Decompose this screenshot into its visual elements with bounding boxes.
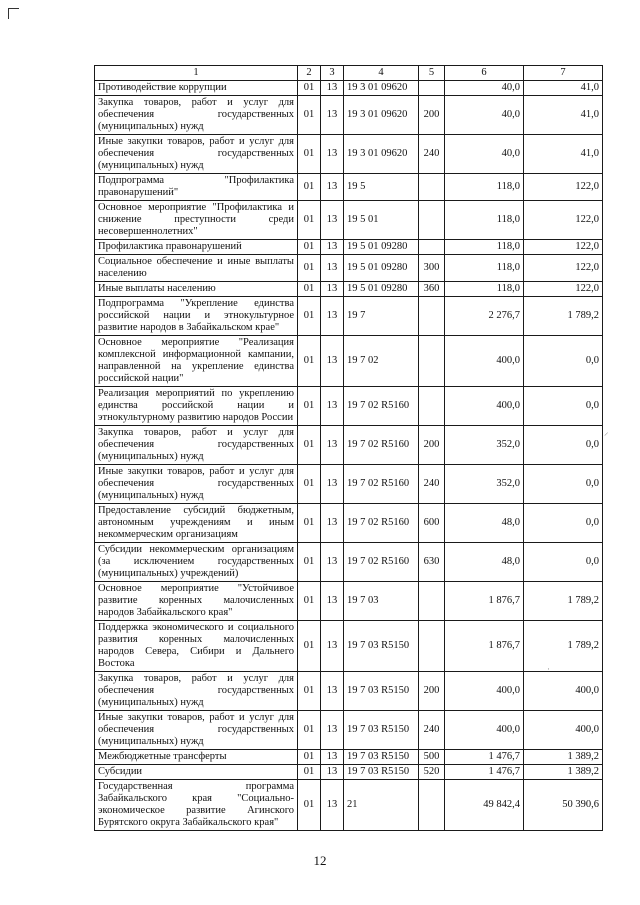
table-row bbox=[95, 672, 603, 711]
row-target-article-cell: 19 7 03 R5150 bbox=[344, 765, 419, 780]
page-number: 12 bbox=[313, 853, 327, 868]
row-name-cell: Предоставление субсидий бюджетным, автономным учреждениям и иным некоммерческим организациям bbox=[95, 504, 298, 543]
table-row bbox=[95, 282, 603, 297]
row-amount-1-cell: 40,0 bbox=[445, 96, 524, 135]
row-name-cell: Противодействие коррупции bbox=[95, 81, 298, 96]
row-subsection-cell: 13 bbox=[321, 81, 344, 96]
row-target-article-cell: 19 5 01 09280 bbox=[344, 240, 419, 255]
row-amount-1-cell: 1 476,7 bbox=[445, 750, 524, 765]
table-row bbox=[95, 543, 603, 582]
row-name-cell: Закупка товаров, работ и услуг для обеспечения государственных (муниципальных) нужд bbox=[95, 96, 298, 135]
row-amount-2-cell: 1 789,2 bbox=[524, 582, 603, 621]
row-name-cell: Субсидии некоммерческим организациям (за исключением государственных (муниципальных) учреждений) bbox=[95, 543, 298, 582]
row-subsection-cell: 13 bbox=[321, 282, 344, 297]
row-expense-type-cell: 500 bbox=[419, 750, 445, 765]
header-cell: 5 bbox=[419, 66, 445, 81]
row-amount-1-cell: 40,0 bbox=[445, 135, 524, 174]
row-amount-1-cell: 118,0 bbox=[445, 255, 524, 282]
row-amount-1-cell: 48,0 bbox=[445, 504, 524, 543]
table-row bbox=[95, 96, 603, 135]
budget-table bbox=[94, 65, 603, 831]
row-amount-1-cell: 40,0 bbox=[445, 81, 524, 96]
row-section-cell: 01 bbox=[298, 765, 321, 780]
row-amount-1-cell: 118,0 bbox=[445, 282, 524, 297]
row-target-article-cell: 19 7 02 R5160 bbox=[344, 387, 419, 426]
row-section-cell: 01 bbox=[298, 672, 321, 711]
row-expense-type-cell: 240 bbox=[419, 465, 445, 504]
row-subsection-cell: 13 bbox=[321, 297, 344, 336]
row-section-cell: 01 bbox=[298, 240, 321, 255]
row-name-cell: Подпрограмма "Профилактика правонарушений" bbox=[95, 174, 298, 201]
row-expense-type-cell: 360 bbox=[419, 282, 445, 297]
row-expense-type-cell bbox=[419, 81, 445, 96]
row-amount-1-cell: 49 842,4 bbox=[445, 780, 524, 831]
row-section-cell: 01 bbox=[298, 711, 321, 750]
row-target-article-cell: 19 7 02 R5160 bbox=[344, 543, 419, 582]
row-subsection-cell: 13 bbox=[321, 96, 344, 135]
row-amount-2-cell: 0,0 bbox=[524, 387, 603, 426]
row-expense-type-cell bbox=[419, 387, 445, 426]
row-amount-1-cell: 352,0 bbox=[445, 465, 524, 504]
row-amount-1-cell: 1 876,7 bbox=[445, 582, 524, 621]
table-row bbox=[95, 336, 603, 387]
table-row bbox=[95, 750, 603, 765]
row-subsection-cell: 13 bbox=[321, 336, 344, 387]
table-row bbox=[95, 255, 603, 282]
row-expense-type-cell: 240 bbox=[419, 711, 445, 750]
row-amount-1-cell: 118,0 bbox=[445, 174, 524, 201]
table-row bbox=[95, 465, 603, 504]
row-name-cell: Поддержка экономического и социального развития коренных малочисленных народов Севера, Сибири и Дальнего Востока bbox=[95, 621, 298, 672]
row-name-cell: Профилактика правонарушений bbox=[95, 240, 298, 255]
table-row bbox=[95, 387, 603, 426]
row-section-cell: 01 bbox=[298, 255, 321, 282]
row-amount-1-cell: 400,0 bbox=[445, 672, 524, 711]
row-target-article-cell: 19 7 02 R5160 bbox=[344, 426, 419, 465]
table-header-row bbox=[95, 66, 603, 81]
row-subsection-cell: 13 bbox=[321, 765, 344, 780]
header-cell: 2 bbox=[298, 66, 321, 81]
row-amount-1-cell: 48,0 bbox=[445, 543, 524, 582]
row-subsection-cell: 13 bbox=[321, 780, 344, 831]
scan-corner-mark bbox=[8, 8, 19, 19]
row-amount-2-cell: 0,0 bbox=[524, 504, 603, 543]
row-amount-2-cell: 122,0 bbox=[524, 255, 603, 282]
table-row bbox=[95, 621, 603, 672]
table-row bbox=[95, 240, 603, 255]
row-section-cell: 01 bbox=[298, 297, 321, 336]
header-cell: 1 bbox=[95, 66, 298, 81]
row-expense-type-cell: 600 bbox=[419, 504, 445, 543]
row-target-article-cell: 19 5 01 09280 bbox=[344, 255, 419, 282]
table-row bbox=[95, 504, 603, 543]
row-expense-type-cell: 300 bbox=[419, 255, 445, 282]
row-expense-type-cell: 520 bbox=[419, 765, 445, 780]
row-target-article-cell: 19 7 02 bbox=[344, 336, 419, 387]
table-row bbox=[95, 780, 603, 831]
row-section-cell: 01 bbox=[298, 750, 321, 765]
header-cell: 4 bbox=[344, 66, 419, 81]
table-row bbox=[95, 81, 603, 96]
row-subsection-cell: 13 bbox=[321, 672, 344, 711]
row-subsection-cell: 13 bbox=[321, 255, 344, 282]
row-name-cell: Иные закупки товаров, работ и услуг для обеспечения государственных (муниципальных) нужд bbox=[95, 711, 298, 750]
row-amount-2-cell: 50 390,6 bbox=[524, 780, 603, 831]
row-subsection-cell: 13 bbox=[321, 711, 344, 750]
row-section-cell: 01 bbox=[298, 426, 321, 465]
row-subsection-cell: 13 bbox=[321, 426, 344, 465]
row-name-cell: Социальное обеспечение и иные выплаты населению bbox=[95, 255, 298, 282]
row-amount-2-cell: 1 789,2 bbox=[524, 297, 603, 336]
row-target-article-cell: 19 7 bbox=[344, 297, 419, 336]
row-section-cell: 01 bbox=[298, 282, 321, 297]
row-subsection-cell: 13 bbox=[321, 174, 344, 201]
table-row bbox=[95, 765, 603, 780]
row-expense-type-cell: 200 bbox=[419, 426, 445, 465]
row-section-cell: 01 bbox=[298, 174, 321, 201]
row-amount-2-cell: 41,0 bbox=[524, 96, 603, 135]
row-subsection-cell: 13 bbox=[321, 135, 344, 174]
row-name-cell: Основное мероприятие "Реализация комплексной информационной кампании, направленной на укрепление единства российской нации" bbox=[95, 336, 298, 387]
row-target-article-cell: 19 5 01 bbox=[344, 201, 419, 240]
row-amount-2-cell: 122,0 bbox=[524, 174, 603, 201]
row-expense-type-cell: 630 bbox=[419, 543, 445, 582]
row-target-article-cell: 19 5 bbox=[344, 174, 419, 201]
header-cell: 3 bbox=[321, 66, 344, 81]
row-amount-1-cell: 118,0 bbox=[445, 240, 524, 255]
row-amount-2-cell: 41,0 bbox=[524, 135, 603, 174]
row-amount-2-cell: 400,0 bbox=[524, 672, 603, 711]
row-target-article-cell: 19 7 03 bbox=[344, 582, 419, 621]
row-name-cell: Основное мероприятие "Устойчивое развитие коренных малочисленных народов Забайкальского края" bbox=[95, 582, 298, 621]
row-subsection-cell: 13 bbox=[321, 750, 344, 765]
row-amount-2-cell: 122,0 bbox=[524, 240, 603, 255]
row-amount-2-cell: 1 789,2 bbox=[524, 621, 603, 672]
row-expense-type-cell bbox=[419, 336, 445, 387]
row-amount-1-cell: 400,0 bbox=[445, 336, 524, 387]
row-amount-2-cell: 41,0 bbox=[524, 81, 603, 96]
row-amount-2-cell: 122,0 bbox=[524, 201, 603, 240]
row-target-article-cell: 19 3 01 09620 bbox=[344, 96, 419, 135]
row-name-cell: Субсидии bbox=[95, 765, 298, 780]
row-name-cell: Межбюджетные трансферты bbox=[95, 750, 298, 765]
row-section-cell: 01 bbox=[298, 621, 321, 672]
row-amount-1-cell: 1 876,7 bbox=[445, 621, 524, 672]
row-amount-1-cell: 2 276,7 bbox=[445, 297, 524, 336]
row-amount-2-cell: 1 389,2 bbox=[524, 750, 603, 765]
row-subsection-cell: 13 bbox=[321, 201, 344, 240]
table-row bbox=[95, 711, 603, 750]
header-cell: 6 bbox=[445, 66, 524, 81]
row-section-cell: 01 bbox=[298, 135, 321, 174]
row-section-cell: 01 bbox=[298, 336, 321, 387]
row-section-cell: 01 bbox=[298, 465, 321, 504]
row-amount-1-cell: 352,0 bbox=[445, 426, 524, 465]
row-amount-2-cell: 1 389,2 bbox=[524, 765, 603, 780]
row-name-cell: Закупка товаров, работ и услуг для обеспечения государственных (муниципальных) нужд bbox=[95, 426, 298, 465]
row-subsection-cell: 13 bbox=[321, 582, 344, 621]
table-row bbox=[95, 582, 603, 621]
scan-speck: · bbox=[547, 664, 550, 674]
row-amount-1-cell: 118,0 bbox=[445, 201, 524, 240]
row-amount-2-cell: 0,0 bbox=[524, 426, 603, 465]
row-subsection-cell: 13 bbox=[321, 387, 344, 426]
header-cell: 7 bbox=[524, 66, 603, 81]
table-row bbox=[95, 297, 603, 336]
row-expense-type-cell: 200 bbox=[419, 96, 445, 135]
row-subsection-cell: 13 bbox=[321, 621, 344, 672]
table-row bbox=[95, 426, 603, 465]
scan-speck: ⸝ bbox=[604, 427, 609, 437]
row-expense-type-cell bbox=[419, 174, 445, 201]
row-name-cell: Основное мероприятие "Профилактика и снижение преступности среди несовершеннолетних" bbox=[95, 201, 298, 240]
row-target-article-cell: 19 7 02 R5160 bbox=[344, 504, 419, 543]
row-amount-2-cell: 400,0 bbox=[524, 711, 603, 750]
row-section-cell: 01 bbox=[298, 780, 321, 831]
row-section-cell: 01 bbox=[298, 543, 321, 582]
row-name-cell: Закупка товаров, работ и услуг для обеспечения государственных (муниципальных) нужд bbox=[95, 672, 298, 711]
row-name-cell: Государственная программа Забайкальского края "Социально-экономическое развитие Агинского Бурятского округа Забайкальского края" bbox=[95, 780, 298, 831]
table-row bbox=[95, 201, 603, 240]
row-expense-type-cell bbox=[419, 297, 445, 336]
row-amount-2-cell: 0,0 bbox=[524, 465, 603, 504]
row-section-cell: 01 bbox=[298, 387, 321, 426]
row-amount-2-cell: 122,0 bbox=[524, 282, 603, 297]
row-amount-1-cell: 400,0 bbox=[445, 711, 524, 750]
row-expense-type-cell bbox=[419, 621, 445, 672]
row-target-article-cell: 19 3 01 09620 bbox=[344, 135, 419, 174]
row-amount-2-cell: 0,0 bbox=[524, 336, 603, 387]
row-subsection-cell: 13 bbox=[321, 465, 344, 504]
row-target-article-cell: 19 3 01 09620 bbox=[344, 81, 419, 96]
row-amount-2-cell: 0,0 bbox=[524, 543, 603, 582]
row-subsection-cell: 13 bbox=[321, 504, 344, 543]
row-section-cell: 01 bbox=[298, 96, 321, 135]
row-target-article-cell: 19 7 03 R5150 bbox=[344, 711, 419, 750]
row-target-article-cell: 19 7 03 R5150 bbox=[344, 750, 419, 765]
row-target-article-cell: 19 7 02 R5160 bbox=[344, 465, 419, 504]
row-expense-type-cell bbox=[419, 780, 445, 831]
row-amount-1-cell: 400,0 bbox=[445, 387, 524, 426]
row-target-article-cell: 21 bbox=[344, 780, 419, 831]
row-target-article-cell: 19 7 03 R5150 bbox=[344, 672, 419, 711]
row-expense-type-cell bbox=[419, 201, 445, 240]
row-name-cell: Иные выплаты населению bbox=[95, 282, 298, 297]
row-name-cell: Иные закупки товаров, работ и услуг для обеспечения государственных (муниципальных) нужд bbox=[95, 465, 298, 504]
table-row bbox=[95, 135, 603, 174]
row-name-cell: Реализация мероприятий по укреплению единства российской нации и этнокультурному развитию народов России bbox=[95, 387, 298, 426]
row-section-cell: 01 bbox=[298, 81, 321, 96]
row-section-cell: 01 bbox=[298, 201, 321, 240]
row-name-cell: Подпрограмма "Укрепление единства российской нации и этнокультурное развитие народов в Забайкальском крае" bbox=[95, 297, 298, 336]
row-section-cell: 01 bbox=[298, 504, 321, 543]
row-expense-type-cell: 240 bbox=[419, 135, 445, 174]
row-subsection-cell: 13 bbox=[321, 240, 344, 255]
row-target-article-cell: 19 7 03 R5150 bbox=[344, 621, 419, 672]
row-section-cell: 01 bbox=[298, 582, 321, 621]
row-amount-1-cell: 1 476,7 bbox=[445, 765, 524, 780]
row-expense-type-cell: 200 bbox=[419, 672, 445, 711]
row-subsection-cell: 13 bbox=[321, 543, 344, 582]
row-expense-type-cell bbox=[419, 582, 445, 621]
row-name-cell: Иные закупки товаров, работ и услуг для обеспечения государственных (муниципальных) нужд bbox=[95, 135, 298, 174]
table-row bbox=[95, 174, 603, 201]
row-target-article-cell: 19 5 01 09280 bbox=[344, 282, 419, 297]
row-expense-type-cell bbox=[419, 240, 445, 255]
